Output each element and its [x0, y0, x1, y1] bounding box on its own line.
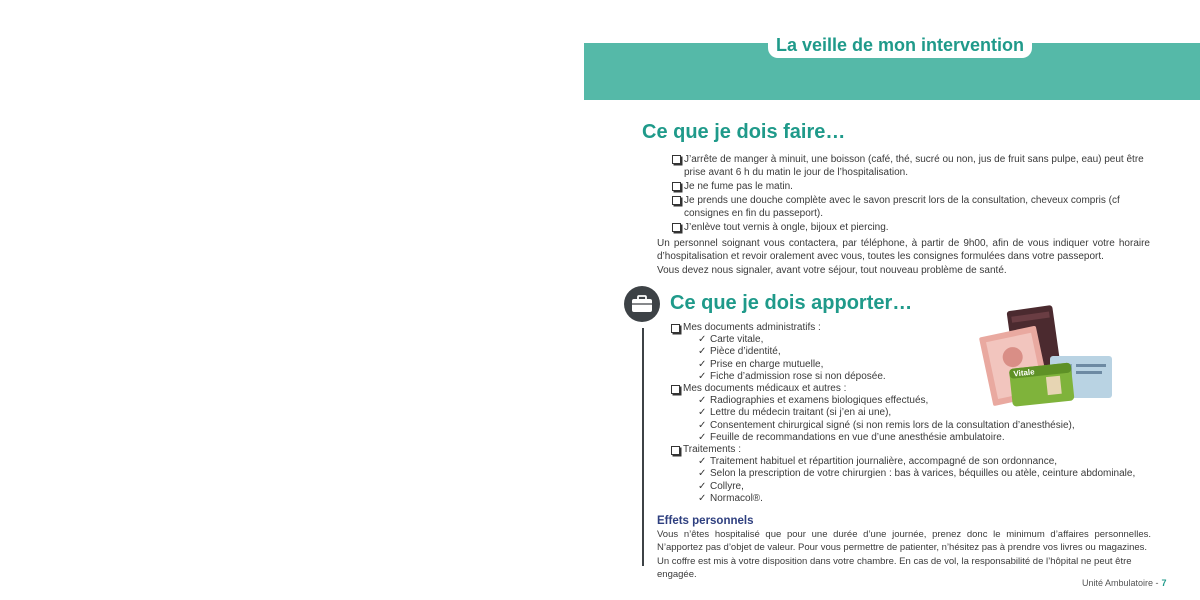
checkbox-icon: [671, 385, 680, 394]
checkmark-icon: ✓: [698, 395, 707, 407]
section-title-todo: Ce que je dois faire…: [642, 121, 846, 143]
checkmark-icon: ✓: [698, 407, 707, 419]
list-item: ✓ Traitement habituel et répartition journalière, accompagné de son ordonnance,: [698, 456, 1058, 468]
list-item: ✓ Consentement chirurgical signé (si non remis lors de la consultation d’anesthésie),: [698, 419, 1075, 431]
list-item: ✓ Carte vitale,: [698, 334, 764, 346]
briefcase-icon: [624, 286, 660, 322]
list-item: ✓ Lettre du médecin traitant (si j’en ai une),: [698, 407, 892, 419]
page-number: 7: [1161, 578, 1167, 588]
todo-checklist: [672, 153, 1152, 235]
checklist-item: Je ne fume pas le matin.: [672, 180, 1152, 193]
left-page-blank: [0, 0, 584, 600]
checklist-item: J’arrête de manger à minuit, une boisson (café, thé, sucré ou non, jus de fruit sans pulpe, eau) peut être prise avant 6 h du matin le jour de l’hospitalisation.: [672, 153, 1152, 179]
checkbox-icon: [671, 324, 680, 333]
list-item: ✓ Fiche d’admission rose si non déposée.: [698, 370, 886, 382]
list-item: ✓ Prise en charge mutuelle,: [698, 358, 824, 370]
group-heading: Traitements :: [671, 444, 1151, 456]
section-divider-line: [642, 328, 644, 566]
checkmark-icon: ✓: [698, 456, 707, 468]
phone-contact-paragraph: Un personnel soignant vous contactera, par téléphone, à partir de 9h00, afin de vous indiquer votre horaire d’hospitalisation et revoir oralement avec vous, toutes les consignes formulées dans votre passeport.: [657, 238, 1150, 262]
effets-text-safe: Un coffre est mis à votre disposition dans votre chambre. En cas de vol, la responsabilité de l’hôpital ne peut être engagée.: [657, 556, 1132, 580]
checkbox-icon: [672, 196, 681, 205]
list-item: ✓ Feuille de recommandations en vue d’une anesthésie ambulatoire.: [698, 431, 1005, 443]
page-title: La veille de mon intervention: [768, 32, 1032, 58]
group-heading: Mes documents médicaux et autres :: [671, 383, 1151, 395]
footer-label: Unité Ambulatoire -: [1082, 578, 1159, 588]
effets-text: Vous n’êtes hospitalisé que pour une durée d’une journée, prenez donc le minimum d’affaires personnelles. N’apportez pas d’objet de valeur. Pour vous permettre de patienter, n’hésitez pas à prendre vos livres ou magazines.: [657, 529, 1151, 553]
checklist-item: J’enlève tout vernis à ongle, bijoux et piercing.: [672, 221, 1152, 234]
checkmark-icon: ✓: [698, 334, 707, 346]
checkmark-icon: ✓: [698, 419, 707, 431]
checkbox-icon: [672, 182, 681, 191]
list-item: ✓ Radiographies et examens biologiques effectués,: [698, 395, 929, 407]
right-page: [584, 0, 1200, 600]
checklist-item: Je prends une douche complète avec le savon prescrit lors de la consultation, cheveux compris (cf consignes en fin du passeport).: [672, 194, 1152, 220]
checkmark-icon: ✓: [698, 431, 707, 443]
health-notice-paragraph: Vous devez nous signaler, avant votre séjour, tout nouveau problème de santé.: [657, 265, 1007, 276]
checkmark-icon: ✓: [698, 480, 707, 492]
checkbox-icon: [672, 155, 681, 164]
list-item: ✓ Collyre,: [698, 480, 744, 492]
checkmark-icon: ✓: [698, 358, 707, 370]
section-title-bring: Ce que je dois apporter…: [670, 292, 913, 314]
list-item: ✓ Selon la prescription de votre chirurgien : bas à varices, béquilles ou atèle, ceinture abdominale,: [698, 468, 1136, 480]
effets-title: Effets personnels: [657, 515, 754, 527]
checkbox-icon: [672, 223, 681, 232]
page-footer: [1082, 578, 1167, 588]
list-item: ✓ Normacol®.: [698, 492, 763, 504]
group-heading: Mes documents administratifs :: [671, 322, 1151, 334]
checkbox-icon: [671, 446, 680, 455]
list-item: ✓ Pièce d’identité,: [698, 346, 781, 358]
vitale-card-label: Vitale: [1012, 367, 1036, 379]
checkmark-icon: ✓: [698, 370, 707, 382]
documents-photo: [978, 298, 1120, 410]
checkmark-icon: ✓: [698, 468, 707, 480]
checkmark-icon: ✓: [698, 492, 707, 504]
checkmark-icon: ✓: [698, 346, 707, 358]
